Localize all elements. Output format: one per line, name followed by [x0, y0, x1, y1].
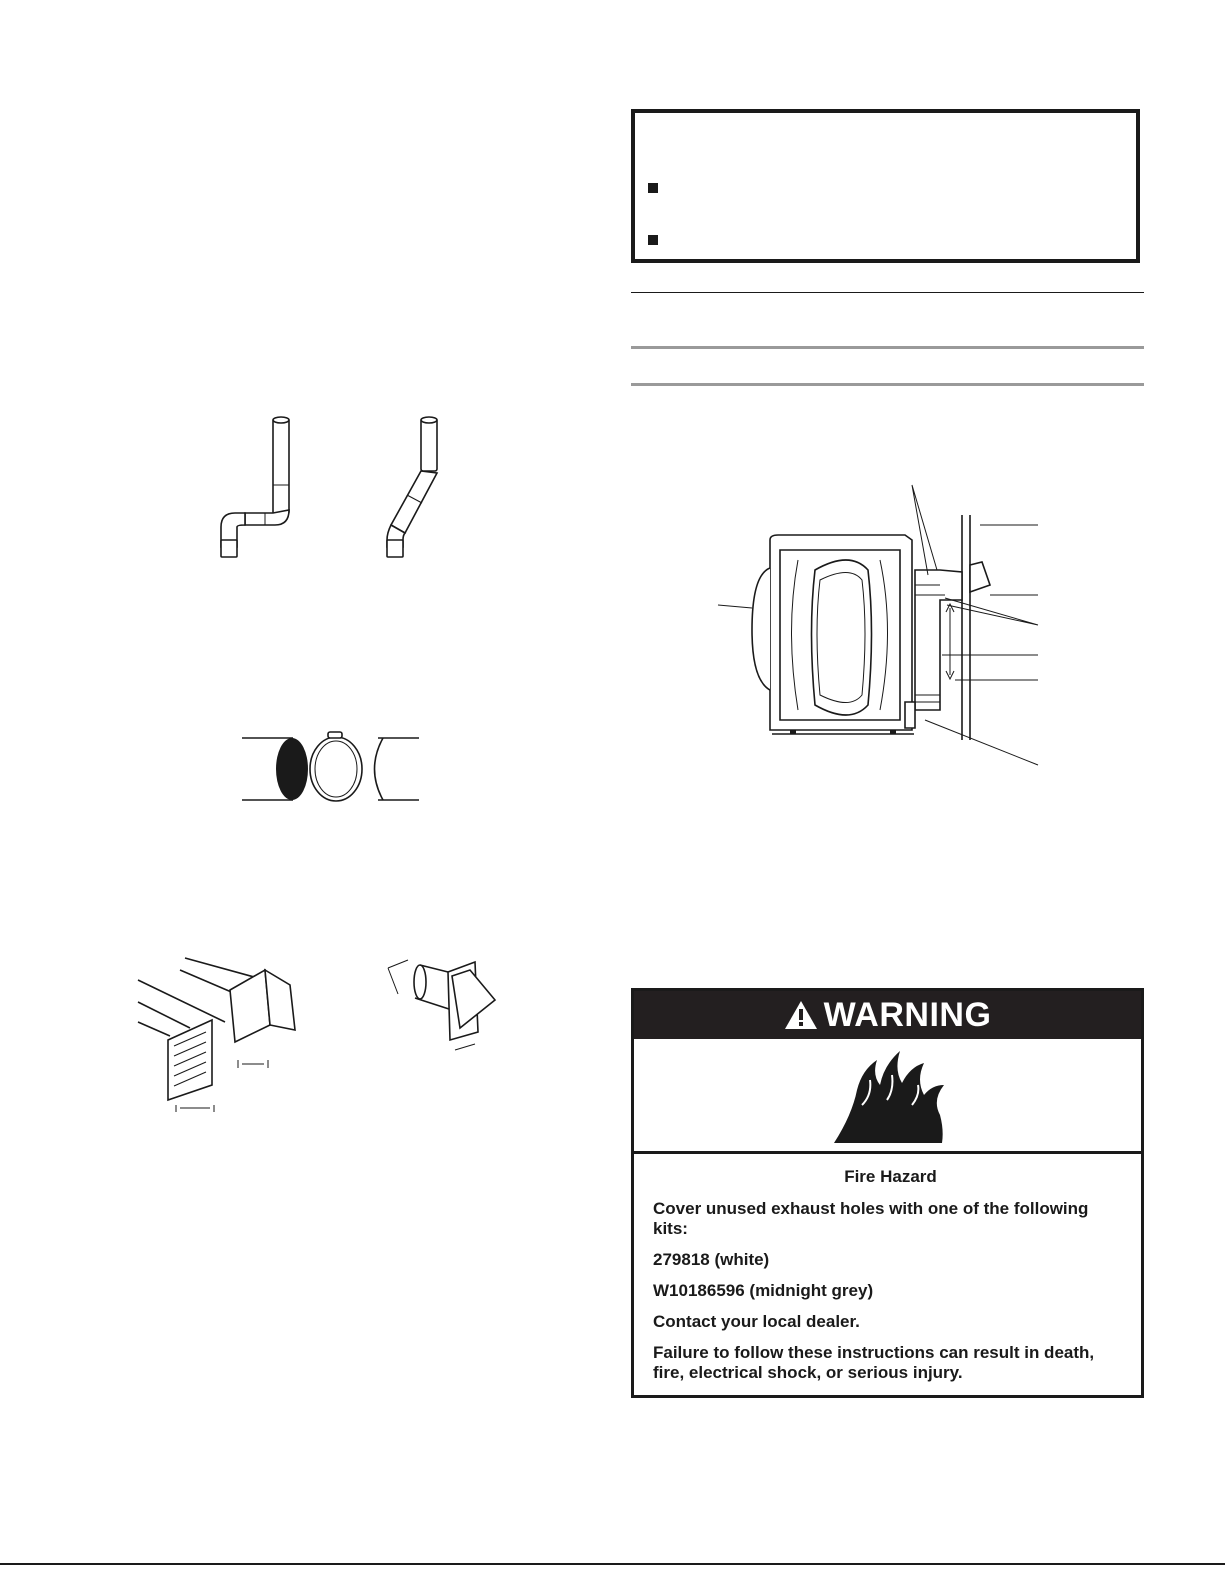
- exhaust-hood-illustration: [130, 950, 520, 1120]
- warning-line: Cover unused exhaust holes with one of the following kits:: [653, 1199, 1089, 1238]
- warning-box: [631, 988, 1144, 1398]
- section-rule: [631, 292, 1144, 293]
- fire-hazard-icon: [832, 1045, 947, 1147]
- warning-line: 279818 (white): [653, 1250, 770, 1269]
- warning-text: [653, 1167, 1128, 1394]
- warning-line: W10186596 (midnight grey): [653, 1281, 874, 1300]
- warning-label: WARNING: [823, 995, 992, 1034]
- dryer-vent-illustration: [700, 480, 1045, 770]
- warning-pictogram: [634, 1039, 1141, 1154]
- warning-line: Contact your local dealer.: [653, 1312, 860, 1331]
- offset-duct-illustration: [215, 415, 455, 565]
- notice-box: [631, 109, 1140, 263]
- warning-line: Failure to follow these instructions can result in death, fire, electrical shock, or serious injury.: [653, 1343, 1095, 1382]
- bullet-marker: [648, 235, 658, 245]
- bullet-marker: [648, 183, 658, 193]
- section-rule: [631, 346, 1144, 349]
- warning-triangle-icon: [784, 1000, 818, 1030]
- page-footer-rule: [0, 1563, 1225, 1565]
- hazard-title: Fire Hazard: [844, 1167, 937, 1186]
- warning-header: [634, 991, 1141, 1039]
- duct-clamp-illustration: [238, 728, 423, 806]
- section-rule: [631, 383, 1144, 386]
